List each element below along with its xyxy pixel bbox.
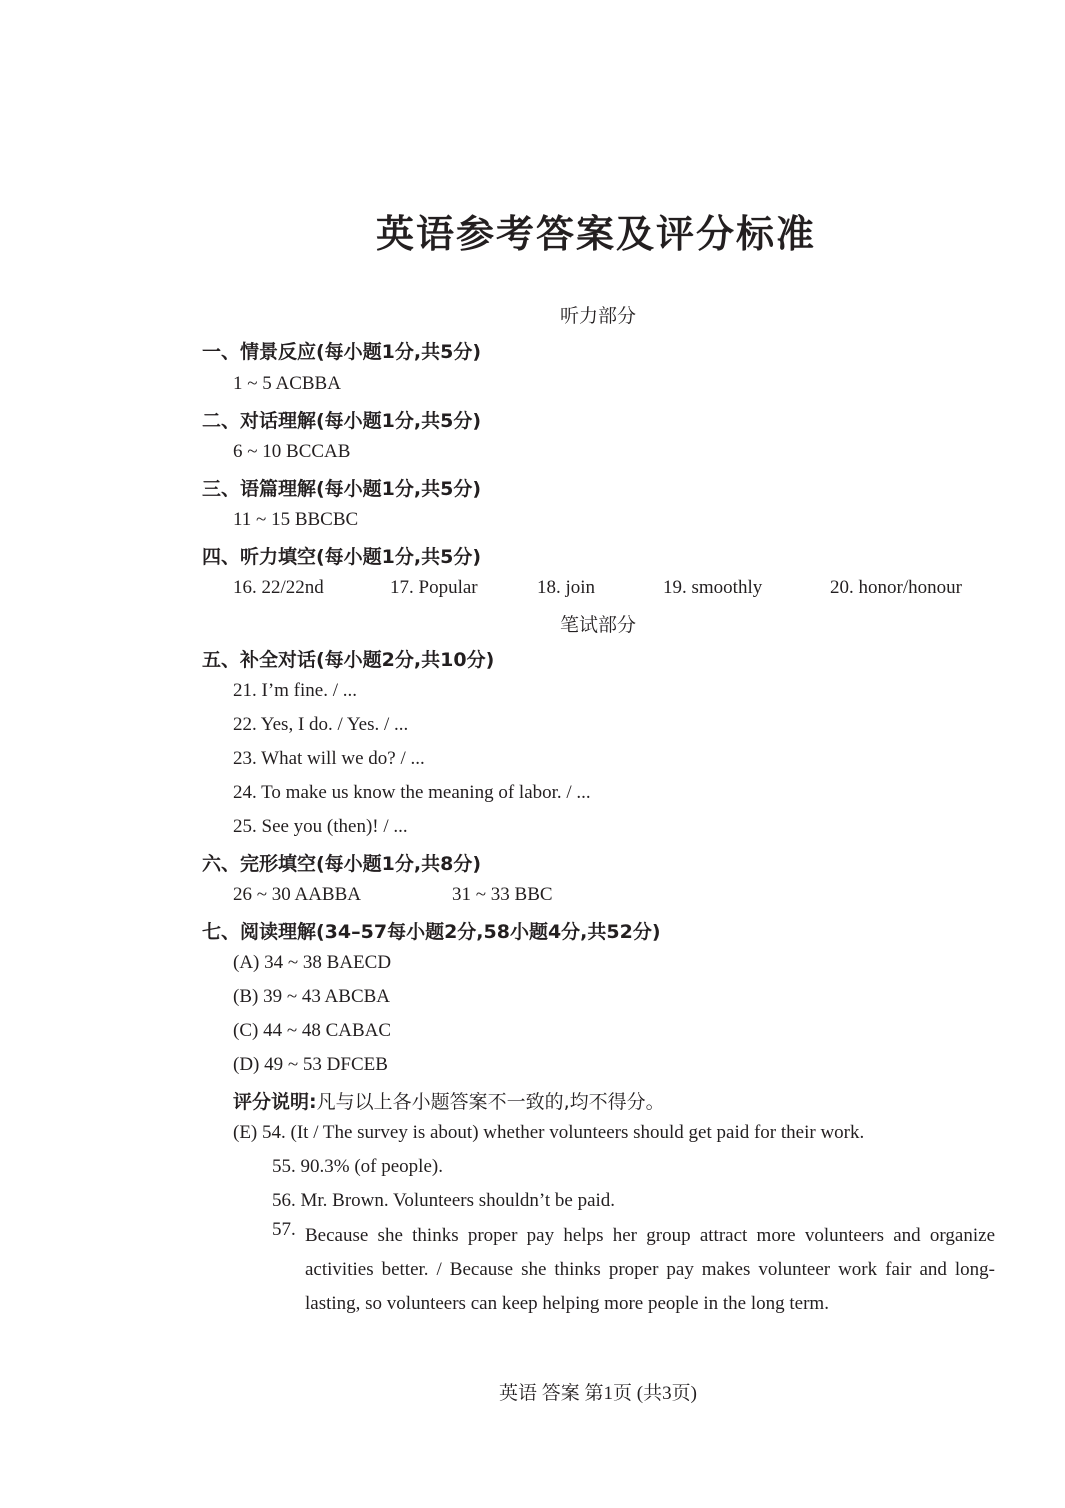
answer-b: (B) 39 ~ 43 ABCBA — [233, 986, 391, 1007]
section-3-answer: 11 ~ 15 BBCBC — [233, 509, 359, 530]
answer-18: 18. join — [537, 577, 596, 598]
answer-20: 20. honor/honour — [830, 577, 962, 598]
listening-part-heading: 听力部分 — [559, 305, 636, 327]
section-1-answer: 1 ~ 5 ACBBA — [233, 373, 341, 394]
section-7-heading: 七、阅读理解(34–57每小题2分,58小题4分,共52分) — [202, 921, 661, 943]
answer-a: (A) 34 ~ 38 BAECD — [233, 952, 392, 973]
scoring-note — [233, 1087, 665, 1114]
answer-21: 21. I’m fine. / ... — [233, 680, 358, 701]
answer-22: 22. Yes, I do. / Yes. / ... — [233, 714, 409, 735]
answer-31-33: 31 ~ 33 BBC — [452, 884, 553, 905]
answer-55: 55. 90.3% (of people). — [272, 1156, 443, 1177]
page-title: 英语参考答案及评分标准 — [375, 212, 816, 256]
section-2-heading: 二、对话理解(每小题1分,共5分) — [202, 410, 482, 432]
answer-19: 19. smoothly — [663, 577, 763, 598]
section-3-heading: 三、语篇理解(每小题1分,共5分) — [202, 478, 482, 500]
scoring-note-label: 评分说明: — [233, 1091, 317, 1113]
answer-16: 16. 22/22nd — [233, 577, 324, 598]
answer-54: (E) 54. (It / The survey is about) whether volunteers should get paid for their work. — [233, 1122, 865, 1143]
section-2-answer: 6 ~ 10 BCCAB — [233, 441, 351, 462]
answer-57-number: 57. — [272, 1219, 296, 1240]
answer-25: 25. See you (then)! / ... — [233, 816, 408, 837]
page-footer: 英语 答案 第1页 (共3页) — [499, 1383, 697, 1404]
answer-17: 17. Popular — [390, 577, 478, 598]
section-4-heading: 四、听力填空(每小题1分,共5分) — [202, 546, 482, 568]
answer-56: 56. Mr. Brown. Volunteers shouldn’t be paid. — [272, 1190, 616, 1211]
section-5-heading: 五、补全对话(每小题2分,共10分) — [202, 649, 495, 671]
writing-part-heading: 笔试部分 — [559, 614, 636, 636]
answer-d: (D) 49 ~ 53 DFCEB — [233, 1054, 388, 1075]
answer-23: 23. What will we do? / ... — [233, 748, 425, 769]
scoring-note-text: 凡与以上各小题答案不一致的,均不得分。 — [316, 1091, 665, 1113]
answer-26-30: 26 ~ 30 AABBA — [233, 884, 361, 905]
answer-c: (C) 44 ~ 48 CABAC — [233, 1020, 392, 1041]
section-6-heading: 六、完形填空(每小题1分,共8分) — [202, 853, 482, 875]
answer-57-text: Because she thinks proper pay helps her group attract more volunteers and organize activities better. / Because she thinks proper pay makes volunteer work fair and long-lasting, so volunteers can keep helping more people in the long term. — [305, 1225, 995, 1314]
section-1-heading: 一、情景反应(每小题1分,共5分) — [202, 341, 482, 363]
answer-24: 24. To make us know the meaning of labor. / ... — [233, 782, 591, 803]
